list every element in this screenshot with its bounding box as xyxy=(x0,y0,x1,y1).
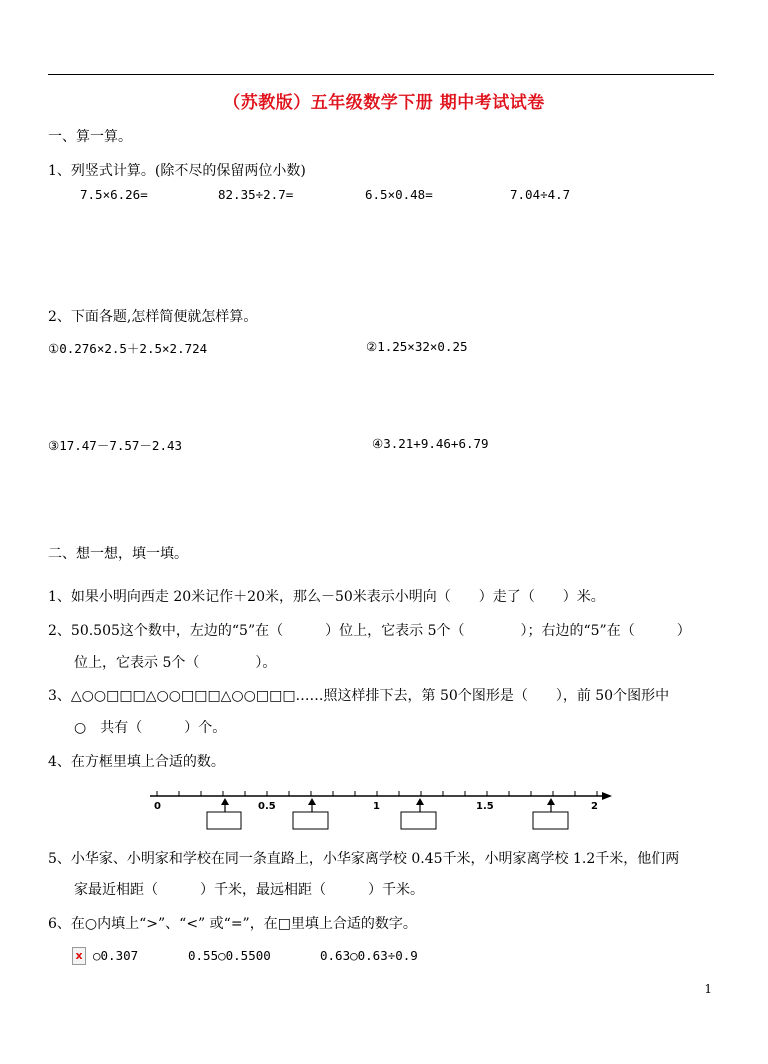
simplify-item: ③17.47－7.57－2.43 xyxy=(48,438,183,453)
simplify-item: ④3.21+9.46+6.79 xyxy=(372,436,489,451)
number-line xyxy=(140,782,620,832)
tick-label: 1 xyxy=(373,801,380,812)
number-line-ticks xyxy=(157,791,597,796)
calc-item: 7.04÷4.7 xyxy=(510,187,571,202)
calc-item: 7.5×6.26= xyxy=(80,187,148,202)
fill-q2-line2: 位上，它表示 5个（ ）。 xyxy=(74,655,277,671)
pointer-arrow xyxy=(416,798,424,812)
fill-q5-line1: 5、小华家、小明家和学校在同一条直路上，小华家离学校 0.45千米，小明家离学校 1.2千米，他们两 xyxy=(48,851,680,867)
tick-label: 0 xyxy=(154,801,161,812)
compare-item: ○0.307 xyxy=(93,948,139,963)
section2-heading: 二、想一想，填一填。 xyxy=(48,546,188,562)
compare-item: 0.55○0.5500 xyxy=(188,948,271,963)
tick-label: 1.5 xyxy=(476,801,494,812)
simplify-item: ①0.276×2.5＋2.5×2.724 xyxy=(48,341,208,356)
compare-item: 0.63○0.63÷0.9 xyxy=(320,948,418,963)
simplify-item: ②1.25×32×0.25 xyxy=(366,339,468,354)
q2-prompt: 2、下面各题,怎样简便就怎样算。 xyxy=(48,309,258,325)
fill-q6: 6、在○内填上“>”、“<” 或“=”，在□里填上合适的数字。 xyxy=(48,916,417,932)
page-title: （苏教版）五年级数学下册 期中考试试卷 xyxy=(223,93,545,113)
broken-image-icon: x xyxy=(72,947,86,965)
answer-box xyxy=(533,812,568,829)
calc-item: 82.35÷2.7= xyxy=(218,187,294,202)
header-rule xyxy=(48,74,714,75)
tick-label: 2 xyxy=(591,801,598,812)
fill-q1: 1、如果小明向西走 20米记作＋20米，那么－50米表示小明向（ ）走了（ ）米。 xyxy=(48,589,605,605)
number-line-arrowhead xyxy=(602,792,612,800)
pointer-arrow xyxy=(308,798,316,812)
pointer-arrow xyxy=(221,798,229,812)
section1-heading: 一、算一算。 xyxy=(48,129,132,145)
answer-box xyxy=(293,812,328,829)
answer-box xyxy=(401,812,436,829)
answer-box xyxy=(207,812,241,829)
q1-prompt: 1、列竖式计算。(除不尽的保留两位小数) xyxy=(48,163,306,179)
calc-item: 6.5×0.48= xyxy=(365,187,433,202)
tick-label: 0.5 xyxy=(258,801,276,812)
fill-q5-line2: 家最近相距（ ）千米，最远相距（ ）千米。 xyxy=(74,882,424,898)
fill-q3-line2: ○ 共有（ ）个。 xyxy=(74,720,227,736)
fill-q2-line1: 2、50.505这个数中，左边的“5”在（ ）位上，它表示 5个（ ）；右边的“5”在（ ） xyxy=(48,623,691,639)
fill-q3-line1: 3、△○○□□□△○○□□□△○○□□□……照这样排下去，第 50个图形是（ ），前 50个图形中 xyxy=(48,688,670,704)
fill-q4: 4、在方框里填上合适的数。 xyxy=(48,754,225,770)
page-number: 1 xyxy=(704,982,712,996)
pointer-arrow xyxy=(547,798,555,812)
